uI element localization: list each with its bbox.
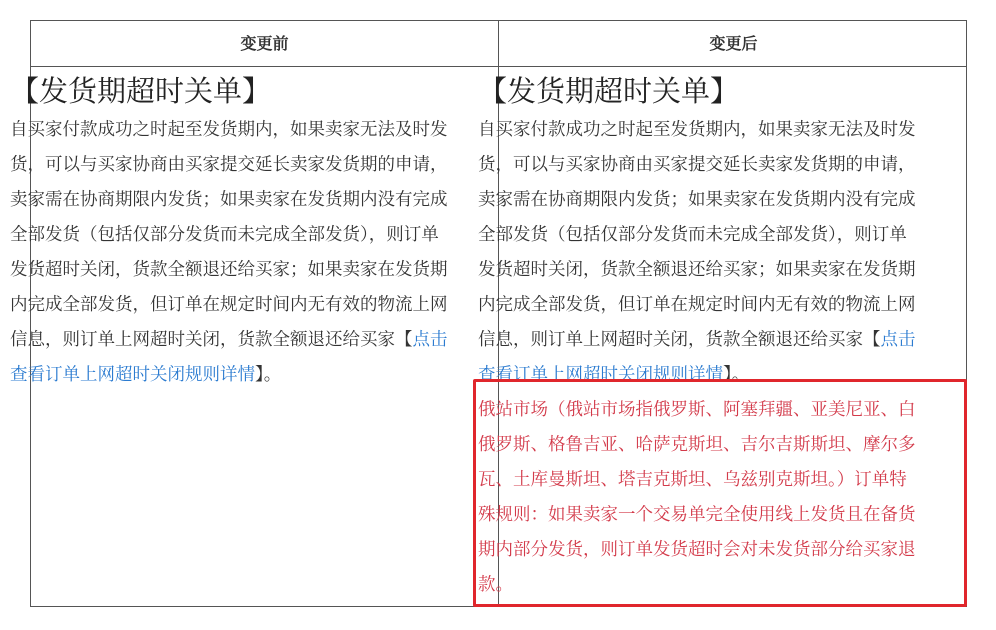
cell-after (478, 67, 924, 603)
rule-text (10, 113, 456, 393)
rule-tail: 】。 (723, 365, 750, 385)
header-after: 变更后 (709, 34, 758, 53)
rule-details-link[interactable]: 点击查看订单上网超时关闭规则详情 (478, 330, 916, 385)
rule-text (478, 113, 924, 393)
rule-body: 自买家付款成功之时起至发货期内，如果卖家无法及时发货，可以与买家协商由买家提交延长卖家发货期的申请，卖家需在协商期限内发货；如果卖家在发货期内没有完成全部发货（包括仅部分发货而未完成全部发货），则订单发货超时关闭，货款全额退还给买家；如果卖家在发货期内完成全部发货，但订单在规定时间内无有效的物流上网信息，则订单上网超时关闭，货款全额退还给买家【 (10, 120, 448, 350)
cell-before (10, 67, 456, 393)
header-before: 变更前 (240, 34, 289, 53)
rule-tail: 】。 (255, 365, 282, 385)
section-heading: 【发货期超时关单】 (478, 74, 740, 108)
rule-body: 自买家付款成功之时起至发货期内，如果卖家无法及时发货，可以与买家协商由买家提交延长卖家发货期的申请，卖家需在协商期限内发货；如果卖家在发货期内没有完成全部发货（包括仅部分发货而未完成全部发货），则订单发货超时关闭，货款全额退还给买家；如果卖家在发货期内完成全部发货，但订单在规定时间内无有效的物流上网信息，则订单上网超时关闭，货款全额退还给买家【 (478, 120, 916, 350)
rule-details-link[interactable]: 点击查看订单上网超时关闭规则详情 (10, 330, 448, 385)
section-heading: 【发货期超时关单】 (10, 74, 272, 108)
russia-market-special-rule: 俄站市场（俄站市场指俄罗斯、阿塞拜疆、亚美尼亚、白俄罗斯、格鲁吉亚、哈萨克斯坦、吉尔吉斯斯坦、摩尔多瓦、土库曼斯坦、塔吉克斯坦、乌兹别克斯坦。）订单特殊规则：如果卖家一个交易单完全使用线上发货且在备货期内部分发货，则订单发货超时会对未发货部分给买家退款。 (478, 400, 916, 595)
